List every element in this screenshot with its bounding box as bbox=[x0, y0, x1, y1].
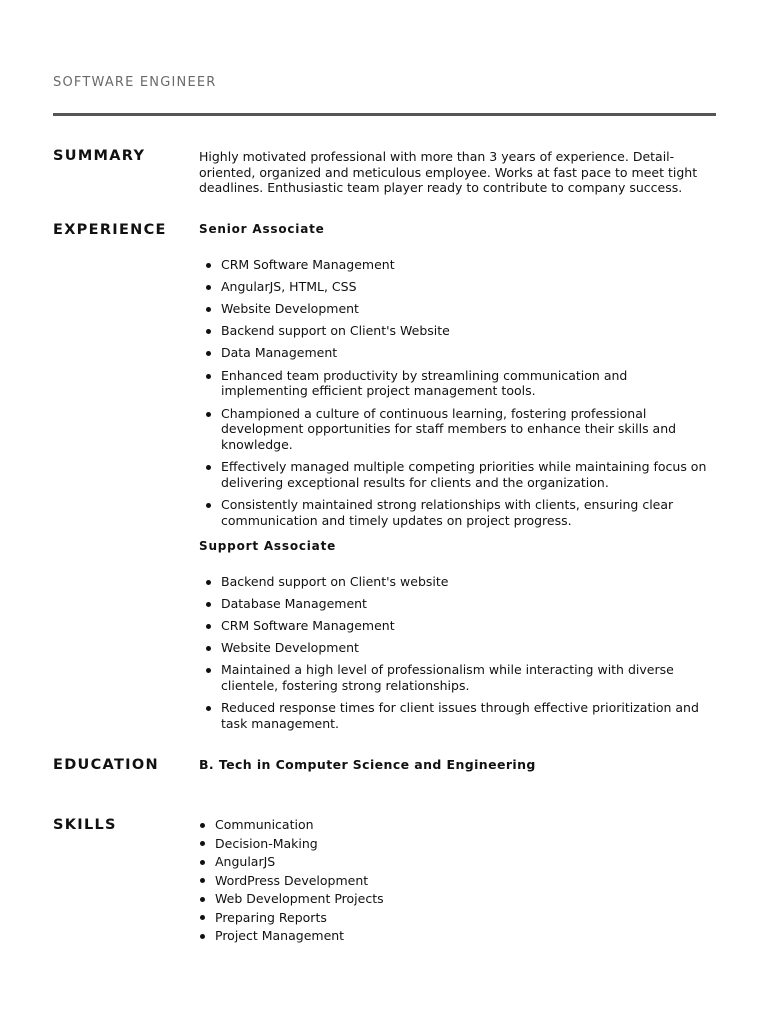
list-item: Decision-Making bbox=[215, 835, 714, 854]
list-item: Consistently maintained strong relationships with clients, ensuring clear communication and timely updates on project progress. bbox=[221, 497, 714, 529]
list-item: AngularJS, HTML, CSS bbox=[221, 279, 714, 295]
experience-heading: EXPERIENCE bbox=[53, 222, 167, 238]
summary-text: Highly motivated professional with more than 3 years of experience. Detail-oriented, organized and meticulous employee. Works at fast pace to meet tight deadlines. Enthusiastic team player ready to contribute to company success. bbox=[199, 149, 698, 196]
skills-list bbox=[199, 816, 714, 946]
list-item: WordPress Development bbox=[215, 872, 714, 891]
list-item: Enhanced team productivity by streamlining communication and implementing efficient project management tools. bbox=[221, 368, 714, 400]
list-item: Communication bbox=[215, 816, 714, 835]
list-item: Backend support on Client's website bbox=[221, 574, 714, 590]
list-item: Data Management bbox=[221, 345, 714, 361]
role-title: Senior Associate bbox=[199, 222, 325, 236]
list-item: Backend support on Client's Website bbox=[221, 323, 714, 339]
list-item: Website Development bbox=[221, 640, 714, 656]
role-senior-associate bbox=[199, 222, 714, 535]
list-item: Project Management bbox=[215, 927, 714, 946]
list-item: Preparing Reports bbox=[215, 909, 714, 928]
education-section bbox=[199, 757, 714, 773]
skills-section bbox=[199, 816, 714, 946]
list-item: Website Development bbox=[221, 301, 714, 317]
list-item: Web Development Projects bbox=[215, 890, 714, 909]
summary-section bbox=[199, 149, 714, 196]
skills-heading: SKILLS bbox=[53, 817, 117, 833]
role-bullets bbox=[199, 257, 714, 529]
list-item: Maintained a high level of professionalism while interacting with diverse clientele, fostering strong relationships. bbox=[221, 662, 714, 694]
role-support-associate bbox=[199, 539, 714, 738]
list-item: CRM Software Management bbox=[221, 618, 714, 634]
header-divider bbox=[53, 113, 716, 116]
list-item: CRM Software Management bbox=[221, 257, 714, 273]
list-item: Championed a culture of continuous learning, fostering professional development opportunities for staff members to enhance their skills and knowledge. bbox=[221, 406, 714, 453]
list-item: Effectively managed multiple competing priorities while maintaining focus on delivering exceptional results for clients and the organization. bbox=[221, 459, 714, 491]
role-bullets bbox=[199, 574, 714, 732]
list-item: AngularJS bbox=[215, 853, 714, 872]
summary-heading: SUMMARY bbox=[53, 148, 146, 164]
list-item: Database Management bbox=[221, 596, 714, 612]
degree-title: B. Tech in Computer Science and Engineering bbox=[199, 757, 536, 772]
list-item: Reduced response times for client issues through effective prioritization and task management. bbox=[221, 700, 714, 732]
education-heading: EDUCATION bbox=[53, 757, 159, 773]
job-title: SOFTWARE ENGINEER bbox=[53, 75, 217, 90]
role-title: Support Associate bbox=[199, 539, 337, 553]
